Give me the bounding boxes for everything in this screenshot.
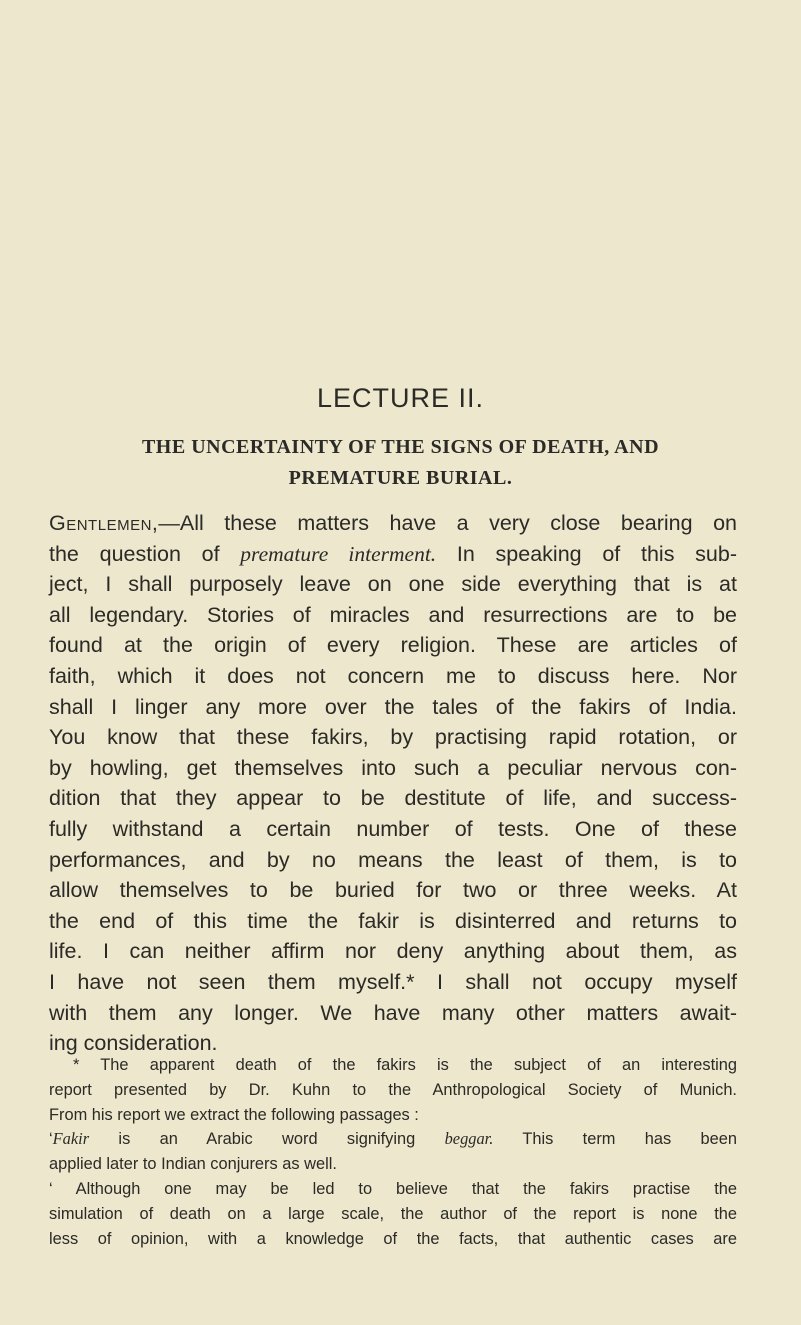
body-line: I have not seen them myself.* I shall not occupy myself [49, 969, 737, 994]
body-line: performances, and by no means the least of them, is to [49, 847, 737, 872]
body-line-text: In speaking of this sub- [456, 541, 737, 566]
emphasis-beggar: beggar. [444, 1129, 494, 1149]
footnote-line-text: This term has been [522, 1130, 737, 1149]
body-line: by howling, get themselves into such a peculiar nervous con- [49, 755, 737, 780]
body-line: found at the origin of every religion. These are articles of [49, 633, 737, 658]
footnote-line-text: is an Arabic word signifying [118, 1130, 416, 1149]
body-line: ing consideration. [49, 1031, 218, 1056]
salutation: Gentlemen, [49, 511, 159, 535]
footnote-line: * The apparent death of the fakirs is the subject of an interesting [73, 1056, 737, 1074]
footnote-line: ‘ Although one may be led to believe that the fakirs practise the [49, 1179, 737, 1198]
body-line: fully withstand a certain number of tests. One of these [49, 816, 737, 841]
body-line: shall I linger any more over the tales of the fakirs of India. [49, 694, 737, 719]
body-line-text: —All these matters have a very close bearing on [158, 511, 737, 535]
emphasis-premature-interment: premature interment. [240, 541, 437, 566]
footnote-line: From his report we extract the following passages : [49, 1105, 419, 1124]
body-line: ject, I shall purposely leave on one side everything that is at [49, 572, 737, 597]
footnote-line: simulation of death on a large scale, the author of the report is none the [49, 1204, 737, 1223]
footnote-line [49, 1127, 737, 1152]
opening-quote: ‘ [49, 1130, 53, 1149]
footnote [49, 1053, 737, 1251]
body-line: faith, which it does not concern me to discuss here. Nor [49, 663, 737, 688]
chapter-title [40, 432, 761, 494]
body-line [49, 508, 737, 539]
footnote-line: less of opinion, with a knowledge of the facts, that authentic cases are [49, 1229, 737, 1248]
body-line [49, 539, 737, 570]
body-line: all legendary. Stories of miracles and resurrections are to be [49, 602, 737, 627]
emphasis-fakir: Fakir [52, 1129, 90, 1149]
body-line-text: the question of [49, 541, 220, 566]
body-line: the end of this time the fakir is disinterred and returns to [49, 908, 737, 933]
footnote-line: applied later to Indian conjurers as well. [49, 1155, 337, 1174]
body-paragraph [49, 508, 737, 1059]
body-line: You know that these fakirs, by practising rapid rotation, or [49, 725, 737, 750]
body-line: dition that they appear to be destitute of life, and success- [49, 786, 737, 811]
footnote-line: report presented by Dr. Kuhn to the Anthropological Society of Munich. [49, 1080, 737, 1099]
body-line: allow themselves to be buried for two or three weeks. At [49, 878, 737, 903]
chapter-title-line-2: PREMATURE BURIAL. [288, 467, 513, 489]
chapter-title-line-1: THE UNCERTAINTY OF THE SIGNS OF DEATH, AND [141, 436, 660, 458]
lecture-heading: LECTURE II. [316, 383, 485, 413]
body-line: life. I can neither affirm nor deny anything about them, as [49, 939, 737, 964]
body-line: with them any longer. We have many other matters await- [49, 1000, 737, 1025]
